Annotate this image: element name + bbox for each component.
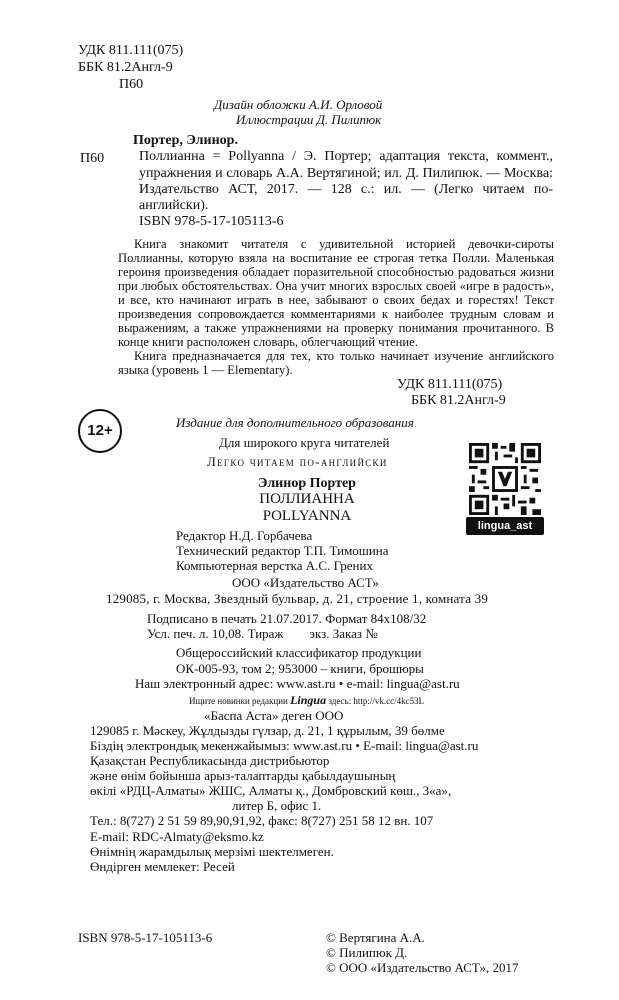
audience-note: Для широкого круга читателей (219, 435, 390, 450)
bbk-code-2: ББК 81.2Англ-9 (411, 393, 506, 408)
bib-author-code: П60 (80, 151, 105, 166)
kz-country: Өндірген мемлекет: Ресей (90, 859, 235, 874)
book-author: Элинор Портер (258, 476, 356, 491)
classifier-line-1: Общероссийский классификатор продукции (176, 645, 422, 660)
age-rating-badge: 12+ (78, 409, 122, 453)
kz-claims: және өнім бойынша арыз-талаптарды қабылдаушының (90, 768, 396, 783)
book-title-ru: ПОЛЛИАННА (259, 491, 355, 507)
publisher-name: ООО «Издательство АСТ» (232, 575, 379, 590)
kz-address: 129085 г. Мәскеу, Жұлдызды гүлзар, д. 21, 1 құрылым, 39 бөлме (90, 723, 445, 738)
footer-isbn: ISBN 978-5-17-105113-6 (78, 930, 213, 945)
new-books-link[interactable]: здесь: http://vk.cc/4kc53L (328, 696, 425, 706)
kz-rdc-email: E-mail: RDC-Almaty@eksmo.kz (90, 829, 264, 844)
copyright-illustrator: © Пилипюк Д. (326, 945, 408, 960)
udk-code-2: УДК 811.111(075) (397, 377, 503, 392)
bib-author: Портер, Элинор. (133, 133, 238, 148)
publisher-email: Наш электронный адрес: www.ast.ru • e-mail: lingua@ast.ru (135, 676, 460, 691)
series-title: Легко читаем по-английски (207, 454, 388, 469)
bbk-code: ББК 81.2Англ-9 (78, 60, 173, 75)
bib-isbn: ISBN 978-5-17-105113-6 (139, 214, 284, 230)
annotation-paragraph-1: Книга знакомит читателя с удивительной историей девочки-сироты Поллианны, которую взяла на воспитание ее строгая тетка Полли. Маленькая героиня произведения обладает поразительной способностью радоваться жизни при любых обстоятельствах. Она учит многих взрослых своей «игре в радость», и все, кто начинают играть в нее, забывают о своих бедах и горестях! Текст произведения сопровождается комментариями к наиболее трудным словам и выражениям, а также упражнениями на проверку понимания прочитанного. В конце книги расположен словарь, облегчающий чтение. (118, 237, 554, 349)
udk-code: УДК 811.111(075) (78, 43, 184, 58)
book-title-en: POLLYANNA (262, 508, 352, 524)
kz-distributor: Қазақстан Республикасында дистрибьютор (90, 753, 330, 768)
kz-email: Біздің электрондық мекенжайымыз: www.ast.ru • E-mail: lingua@ast.ru (90, 738, 479, 753)
tech-editor-credit: Технический редактор Т.П. Тимошина (176, 543, 389, 558)
copyright-author: © Вертягина А.А. (326, 930, 425, 945)
print-sheets: Усл. печ. л. 10,08. Тираж экз. Заказ № (147, 626, 378, 641)
annotation-paragraph-2: Книга предназначается для тех, кто только начинает изучение английского языка (уровень 1 — Elementary). (118, 349, 554, 377)
qr-code-icon[interactable] (469, 443, 541, 515)
qr-label: lingua_ast (466, 517, 544, 535)
kz-shelf-life: Өнімнің жарамдылық мерзімі шектелмеген. (90, 844, 334, 859)
layout-credit: Компьютерная верстка А.С. Грених (176, 558, 373, 573)
cover-design-credit: Дизайн обложки А.И. Орловой (214, 97, 383, 112)
bibliographic-record (133, 133, 553, 231)
kz-publisher: «Баспа Аста» деген ООО (204, 708, 344, 723)
edition-note: Издание для дополнительного образования (176, 415, 414, 430)
new-books-line (189, 693, 424, 708)
copyright-publisher: © ООО «Издательство АСТ», 2017 (326, 960, 519, 975)
kz-phone: Тел.: 8(727) 2 51 59 89,90,91,92, факс: 8(727) 251 58 12 вн. 107 (90, 813, 434, 828)
author-code: П60 (119, 77, 144, 92)
classifier-line-2: ОК-005-93, том 2; 953000 – книги, брошюры (176, 661, 424, 676)
kz-office: литер Б, офис 1. (232, 798, 322, 813)
bib-description: Поллианна = Pollyanna / Э. Портер; адаптация текста, коммент., упражнения и словарь А.А. Вертягиной; ил. Д. Пилипюк. — Москва: Издательство АСТ, 2017. — 128 с.: ил. — (Легко читаем по-английски). (139, 149, 553, 214)
annotation (118, 237, 554, 377)
print-signed: Подписано в печать 21.07.2017. Формат 84x108/32 (147, 611, 427, 626)
new-books-prefix: Ищите новинки редакции (189, 696, 288, 706)
lingua-logo: Lingua (290, 693, 327, 707)
editor-credit: Редактор Н.Д. Горбачева (176, 528, 313, 543)
kz-representative: өкілі «РДЦ-Алматы» ЖШС, Алматы қ., Домбровский көш., 3«а», (90, 783, 452, 798)
publisher-address: 129085, г. Москва, Звездный бульвар, д. 21, строение 1, комната 39 (106, 591, 489, 606)
illustrations-credit: Иллюстрации Д. Пилипюк (236, 112, 382, 127)
